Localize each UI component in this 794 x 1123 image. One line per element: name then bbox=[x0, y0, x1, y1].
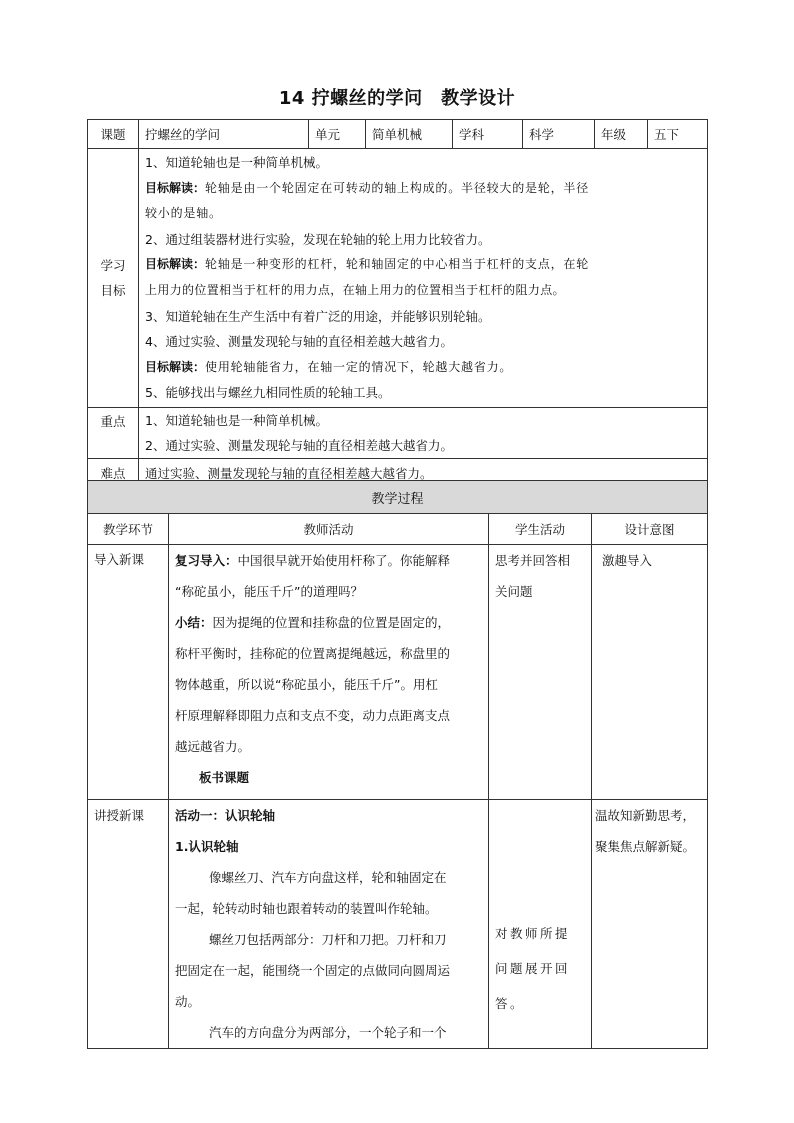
intro-teacher bbox=[169, 545, 489, 800]
teacher-line: 物体越重，所以说“称砣虽小，能压千斤”。用杠 bbox=[175, 677, 438, 692]
student-line: 思考并回答相 bbox=[495, 553, 571, 568]
goal-explain-cont: 较小的是轴。 bbox=[145, 206, 222, 221]
document-title: 14 拧螺丝的学问 教学设计 bbox=[278, 88, 516, 109]
difficulty-label: 难点 bbox=[88, 458, 139, 487]
teach-stage bbox=[88, 800, 169, 1049]
key-point: 1、知道轮轴也是一种简单机械。 bbox=[145, 412, 328, 428]
lesson-info-table bbox=[87, 119, 708, 488]
goals-label-line-2: 目标 bbox=[100, 282, 126, 298]
teacher-line: 杆原理解释即阻力点和支点不变，动力点距离支点 bbox=[175, 708, 451, 723]
goal-explain-cont: 上用力的位置相当于杠杆的用力点，在轴上用力的位置相当于杠杆的阻力点。 bbox=[145, 282, 565, 297]
goal-explain-label: 目标解读： bbox=[145, 257, 206, 272]
unit-value: 简单机械 bbox=[366, 120, 453, 149]
teacher-line: 越远越省力。 bbox=[175, 739, 251, 754]
grade-value: 五下 bbox=[648, 120, 708, 149]
teacher-line: 把固定在一起，能围绕一个固定的点做同向圆周运 bbox=[175, 963, 451, 978]
summary-text: 因为提绳的位置和挂称盘的位置是固定的， bbox=[212, 615, 451, 630]
goal-explain-label: 目标解读： bbox=[145, 180, 206, 195]
student-line: 对教师所提 bbox=[495, 926, 571, 941]
teach-intent bbox=[592, 800, 708, 1049]
summary-line bbox=[175, 607, 482, 638]
goals-row bbox=[88, 149, 708, 408]
key-row bbox=[88, 407, 708, 458]
subject-value: 科学 bbox=[523, 120, 595, 149]
activity-subtitle: 1.认识轮轴 bbox=[175, 839, 239, 854]
course-label: 课题 bbox=[88, 120, 139, 149]
intent-line: 温故知新勤思考， bbox=[595, 808, 696, 823]
key-content bbox=[139, 407, 708, 458]
goal-explain-label: 目标解读： bbox=[145, 359, 206, 374]
intent-line: 聚集焦点解新疑。 bbox=[595, 839, 696, 854]
process-title-row bbox=[88, 481, 708, 514]
unit-label: 单元 bbox=[309, 120, 366, 149]
process-header-row bbox=[88, 514, 708, 545]
goal-explain bbox=[145, 252, 701, 278]
teacher-line: 像螺丝刀、汽车方向盘这样，轮和轴固定在 bbox=[209, 870, 447, 885]
header-stage: 教学环节 bbox=[88, 514, 169, 545]
goal-item: 3、知道轮轴在生产生活中有着广泛的用途，并能够识别轮轴。 bbox=[145, 308, 491, 324]
teach-row bbox=[88, 800, 708, 1049]
teach-student bbox=[489, 800, 592, 1049]
teach-stage-text: 讲授新课 bbox=[94, 808, 145, 823]
summary-label: 小结： bbox=[175, 615, 213, 630]
goal-item: 5、能够找出与螺丝九相同性质的轮轴工具。 bbox=[145, 385, 391, 401]
course-value: 拧螺丝的学问 bbox=[139, 120, 309, 149]
intro-row bbox=[88, 545, 708, 800]
goal-item: 2、通过组装器材进行实验，发现在轮轴的轮上用力比较省力。 bbox=[145, 231, 491, 247]
goal-explain-text: 轮轴是由一个轮固定在可转动的轴上构成的。半径较大的是轮，半径 bbox=[205, 180, 590, 195]
intro-intent bbox=[592, 545, 708, 800]
goal-item: 1、知道轮轴也是一种简单机械。 bbox=[145, 155, 328, 170]
goals-content bbox=[139, 149, 708, 408]
teacher-line: “称砣虽小，能压千斤”的道理吗？ bbox=[175, 584, 363, 599]
goal-item: 4、通过实验、测量发现轮与轴的直径相差越大越省力。 bbox=[145, 334, 453, 350]
process-section-title: 教学过程 bbox=[88, 481, 708, 514]
student-line: 问题展开回 bbox=[495, 961, 571, 976]
goal-explain bbox=[145, 176, 701, 202]
teacher-line: 螺丝刀包括两部分：刀杆和刀把。刀杆和刀 bbox=[209, 932, 447, 947]
student-line: 答。 bbox=[495, 996, 526, 1011]
subject-label: 学科 bbox=[453, 120, 523, 149]
goals-label bbox=[88, 149, 139, 408]
header-intent: 设计意图 bbox=[592, 514, 708, 545]
review-line bbox=[175, 545, 482, 576]
goal-explain-text: 使用轮轴能省力，在轴一定的情况下，轮越大越省力。 bbox=[205, 359, 513, 374]
teach-teacher bbox=[169, 800, 489, 1049]
info-header-row bbox=[88, 120, 708, 149]
intro-stage: 导入新课 bbox=[88, 545, 169, 800]
activity-title: 活动一：认识轮轴 bbox=[175, 808, 276, 823]
difficulty-value: 通过实验、测量发现轮与轴的直径相差越大越省力。 bbox=[139, 458, 708, 487]
goals-label-line-1: 学习 bbox=[100, 257, 126, 273]
teacher-line: 称杆平衡时，挂称砣的位置离提绳越远，称盘里的 bbox=[175, 646, 451, 661]
student-line: 关问题 bbox=[495, 584, 533, 599]
header-student: 学生活动 bbox=[489, 514, 592, 545]
key-point: 2、通过实验、测量发现轮与轴的直径相差越大越省力。 bbox=[145, 437, 453, 453]
teacher-line: 动。 bbox=[175, 994, 201, 1009]
header-teacher: 教师活动 bbox=[169, 514, 489, 545]
intro-student bbox=[489, 545, 592, 800]
intent-text: 激趣导入 bbox=[602, 553, 653, 568]
board-title-note: 板书课题 bbox=[199, 770, 250, 785]
key-label: 重点 bbox=[88, 407, 139, 458]
teacher-line: 汽车的方向盘分为两部分，一个轮子和一个 bbox=[209, 1025, 447, 1040]
teaching-process-table bbox=[87, 480, 708, 1049]
goal-explain-text: 轮轴是一种变形的杠杆，轮和轴固定的中心相当于杠杆的支点，在轮 bbox=[205, 257, 590, 272]
review-label: 复习导入： bbox=[175, 553, 238, 568]
grade-label: 年级 bbox=[595, 120, 648, 149]
review-text: 中国很早就开始使用杆称了。你能解释 bbox=[237, 553, 451, 568]
teacher-line: 一起，轮转动时轴也跟着转动的装置叫作轮轴。 bbox=[175, 901, 438, 916]
goal-explain bbox=[145, 355, 701, 381]
